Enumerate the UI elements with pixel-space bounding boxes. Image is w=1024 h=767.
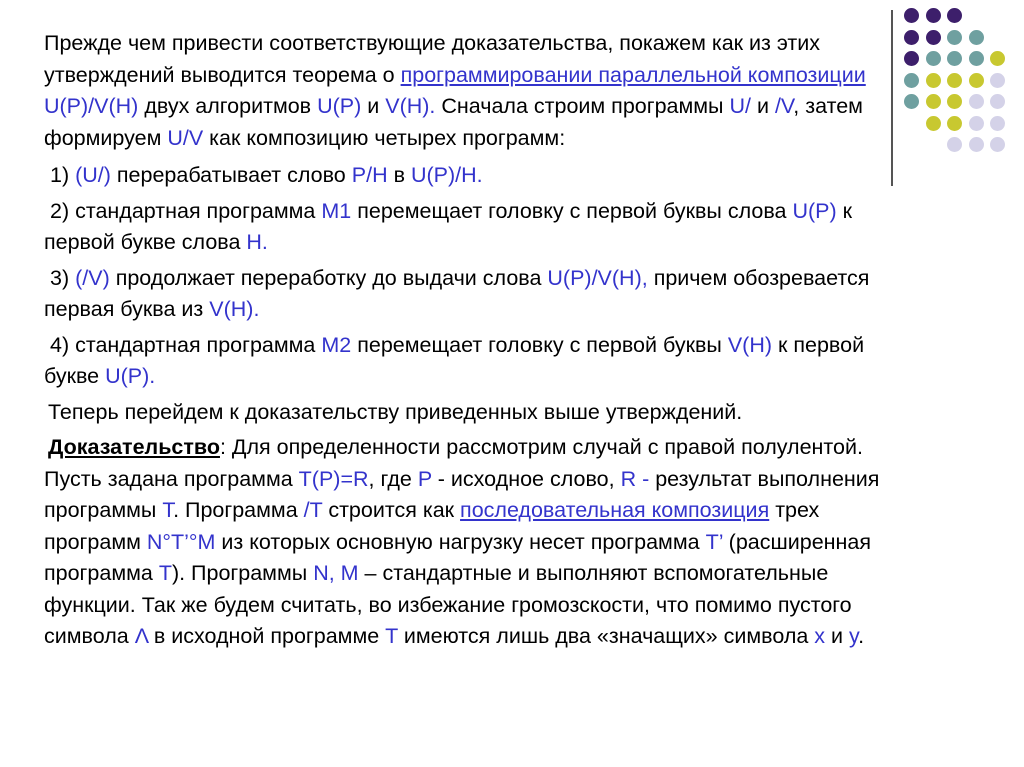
formula: U/ <box>729 94 751 118</box>
decorative-dot <box>969 137 984 152</box>
proof-text: – стандартные и выполняют вспомогательные функции. Так же будем считать, во избежание громозскости, что помимо пустого символа <box>44 561 852 648</box>
formula: M1 <box>321 198 352 223</box>
formula: V(H) <box>727 332 773 357</box>
list-item-4 <box>44 330 884 393</box>
proof-text: (расширенная программа <box>44 529 872 585</box>
formula: M2 <box>321 332 352 357</box>
decorative-dot <box>969 51 984 66</box>
list-item-1 <box>44 160 884 192</box>
intro-text: как композицию четырех программ: <box>203 125 566 150</box>
formula: T <box>162 498 174 522</box>
formula: R - <box>620 466 650 491</box>
formula: U/V <box>167 125 204 150</box>
decorative-dot <box>904 51 919 66</box>
decorative-dot <box>990 116 1005 131</box>
formula: U(P)/H. <box>410 163 483 187</box>
intro-text: , затем формируем <box>44 94 863 150</box>
proof-text: . <box>858 624 865 648</box>
item-text: 2) стандартная программа <box>50 198 322 223</box>
item-text: 3) <box>50 265 76 290</box>
item-text: 1) <box>50 163 76 187</box>
decorative-dot <box>969 30 984 45</box>
proof-paragraph <box>44 432 884 653</box>
item-text: перерабатывает слово <box>110 163 352 187</box>
decorative-dot <box>904 94 919 109</box>
decorative-dot <box>990 94 1005 109</box>
decorative-dot <box>926 8 941 23</box>
formula: U(P) <box>792 198 837 223</box>
decorative-dot <box>947 8 962 23</box>
formula: N, M <box>313 561 359 585</box>
intro-paragraph <box>44 28 884 154</box>
proof-text: - исходное слово, <box>431 466 621 491</box>
intro-text: Сначала строим программы <box>435 94 730 118</box>
formula: T <box>385 624 398 648</box>
formula: /V <box>774 94 794 118</box>
formula: U(P). <box>105 364 156 388</box>
link-parallel-composition[interactable]: программировании параллельной композиции <box>400 62 866 87</box>
proof-text: строится как <box>322 498 461 522</box>
link-sequential-composition[interactable]: последовательная композиция <box>460 498 770 522</box>
item-text: 4) стандартная программа <box>50 332 322 357</box>
decorative-dot <box>969 94 984 109</box>
formula: x <box>814 624 826 648</box>
formula: V(H). <box>209 297 260 321</box>
slide-body <box>44 28 884 653</box>
proof-text: из которых основную нагрузку несет программа <box>215 529 706 554</box>
formula: N°T’°M <box>146 529 216 554</box>
formula: T(P)=R <box>298 466 369 491</box>
decorative-dot <box>990 51 1005 66</box>
formula: P <box>417 466 432 491</box>
proof-text: . Программа <box>173 498 304 522</box>
decorative-dot <box>947 94 962 109</box>
intro-text: Прежде чем привести соответствующие доказательства, покажем как из этих утверждений выводится теорема о <box>44 31 820 87</box>
formula: T <box>158 561 172 585</box>
proof-heading: Доказательство <box>48 435 220 459</box>
decorative-dot <box>904 73 919 88</box>
formula: H. <box>246 230 268 254</box>
vertical-divider <box>891 10 893 186</box>
decorative-dot <box>926 116 941 131</box>
formula: P/H <box>351 163 388 187</box>
proof-text: : Для определенности рассмотрим случай с правой полулентой. Пусть задана программа <box>44 435 863 491</box>
formula: (/V) <box>75 265 110 290</box>
item-text: к первой букве слова <box>44 198 853 254</box>
formula: y <box>849 624 859 648</box>
formula: T’ <box>705 529 723 554</box>
proof-text: имеются лишь два «значащих» символа <box>397 624 815 648</box>
formula: (U/) <box>75 163 111 187</box>
formula: Λ <box>134 624 148 648</box>
formula: U(P) <box>317 94 362 118</box>
item-text: продолжает переработку до выдачи слова <box>109 265 548 290</box>
decorative-dot <box>947 73 962 88</box>
decorative-dot <box>947 30 962 45</box>
transition-paragraph: Теперь перейдем к доказательству приведенных выше утверждений. <box>48 399 743 424</box>
decorative-dot <box>947 116 962 131</box>
decorative-dot-grid <box>904 8 1024 168</box>
decorative-dot <box>926 94 941 109</box>
decorative-dot <box>926 51 941 66</box>
decorative-dot <box>926 30 941 45</box>
proof-text: , где <box>368 466 418 491</box>
intro-text: и <box>750 94 775 118</box>
item-text: в <box>387 163 411 187</box>
decorative-dot <box>947 51 962 66</box>
decorative-dot <box>969 116 984 131</box>
decorative-dot <box>947 137 962 152</box>
proof-text: результат выполнения программы <box>44 466 880 522</box>
item-text: к первой букве <box>44 332 865 388</box>
formula: U(P)/V(H) <box>44 94 139 118</box>
intro-text: двух алгоритмов <box>138 94 318 118</box>
decorative-dot <box>926 73 941 88</box>
decorative-dot <box>990 137 1005 152</box>
proof-text: в исходной программе <box>147 624 386 648</box>
proof-text: ). Программы <box>171 561 314 585</box>
formula: /T <box>303 498 323 522</box>
formula: U(P)/V(H), <box>547 265 648 290</box>
list-item-3 <box>44 263 884 326</box>
item-text: перемещает головку с первой буквы <box>351 332 728 357</box>
proof-text: и <box>825 624 850 648</box>
decorative-dot <box>990 73 1005 88</box>
list-item-2 <box>44 196 884 259</box>
item-text: перемещает головку с первой буквы слова <box>351 198 793 223</box>
formula: V(H). <box>385 94 436 118</box>
proof-text: трех программ <box>44 498 820 554</box>
decorative-dot <box>904 30 919 45</box>
intro-text: и <box>361 94 386 118</box>
decorative-dot <box>969 73 984 88</box>
item-text: причем обозревается первая буква из <box>44 265 870 321</box>
decorative-dot <box>904 8 919 23</box>
